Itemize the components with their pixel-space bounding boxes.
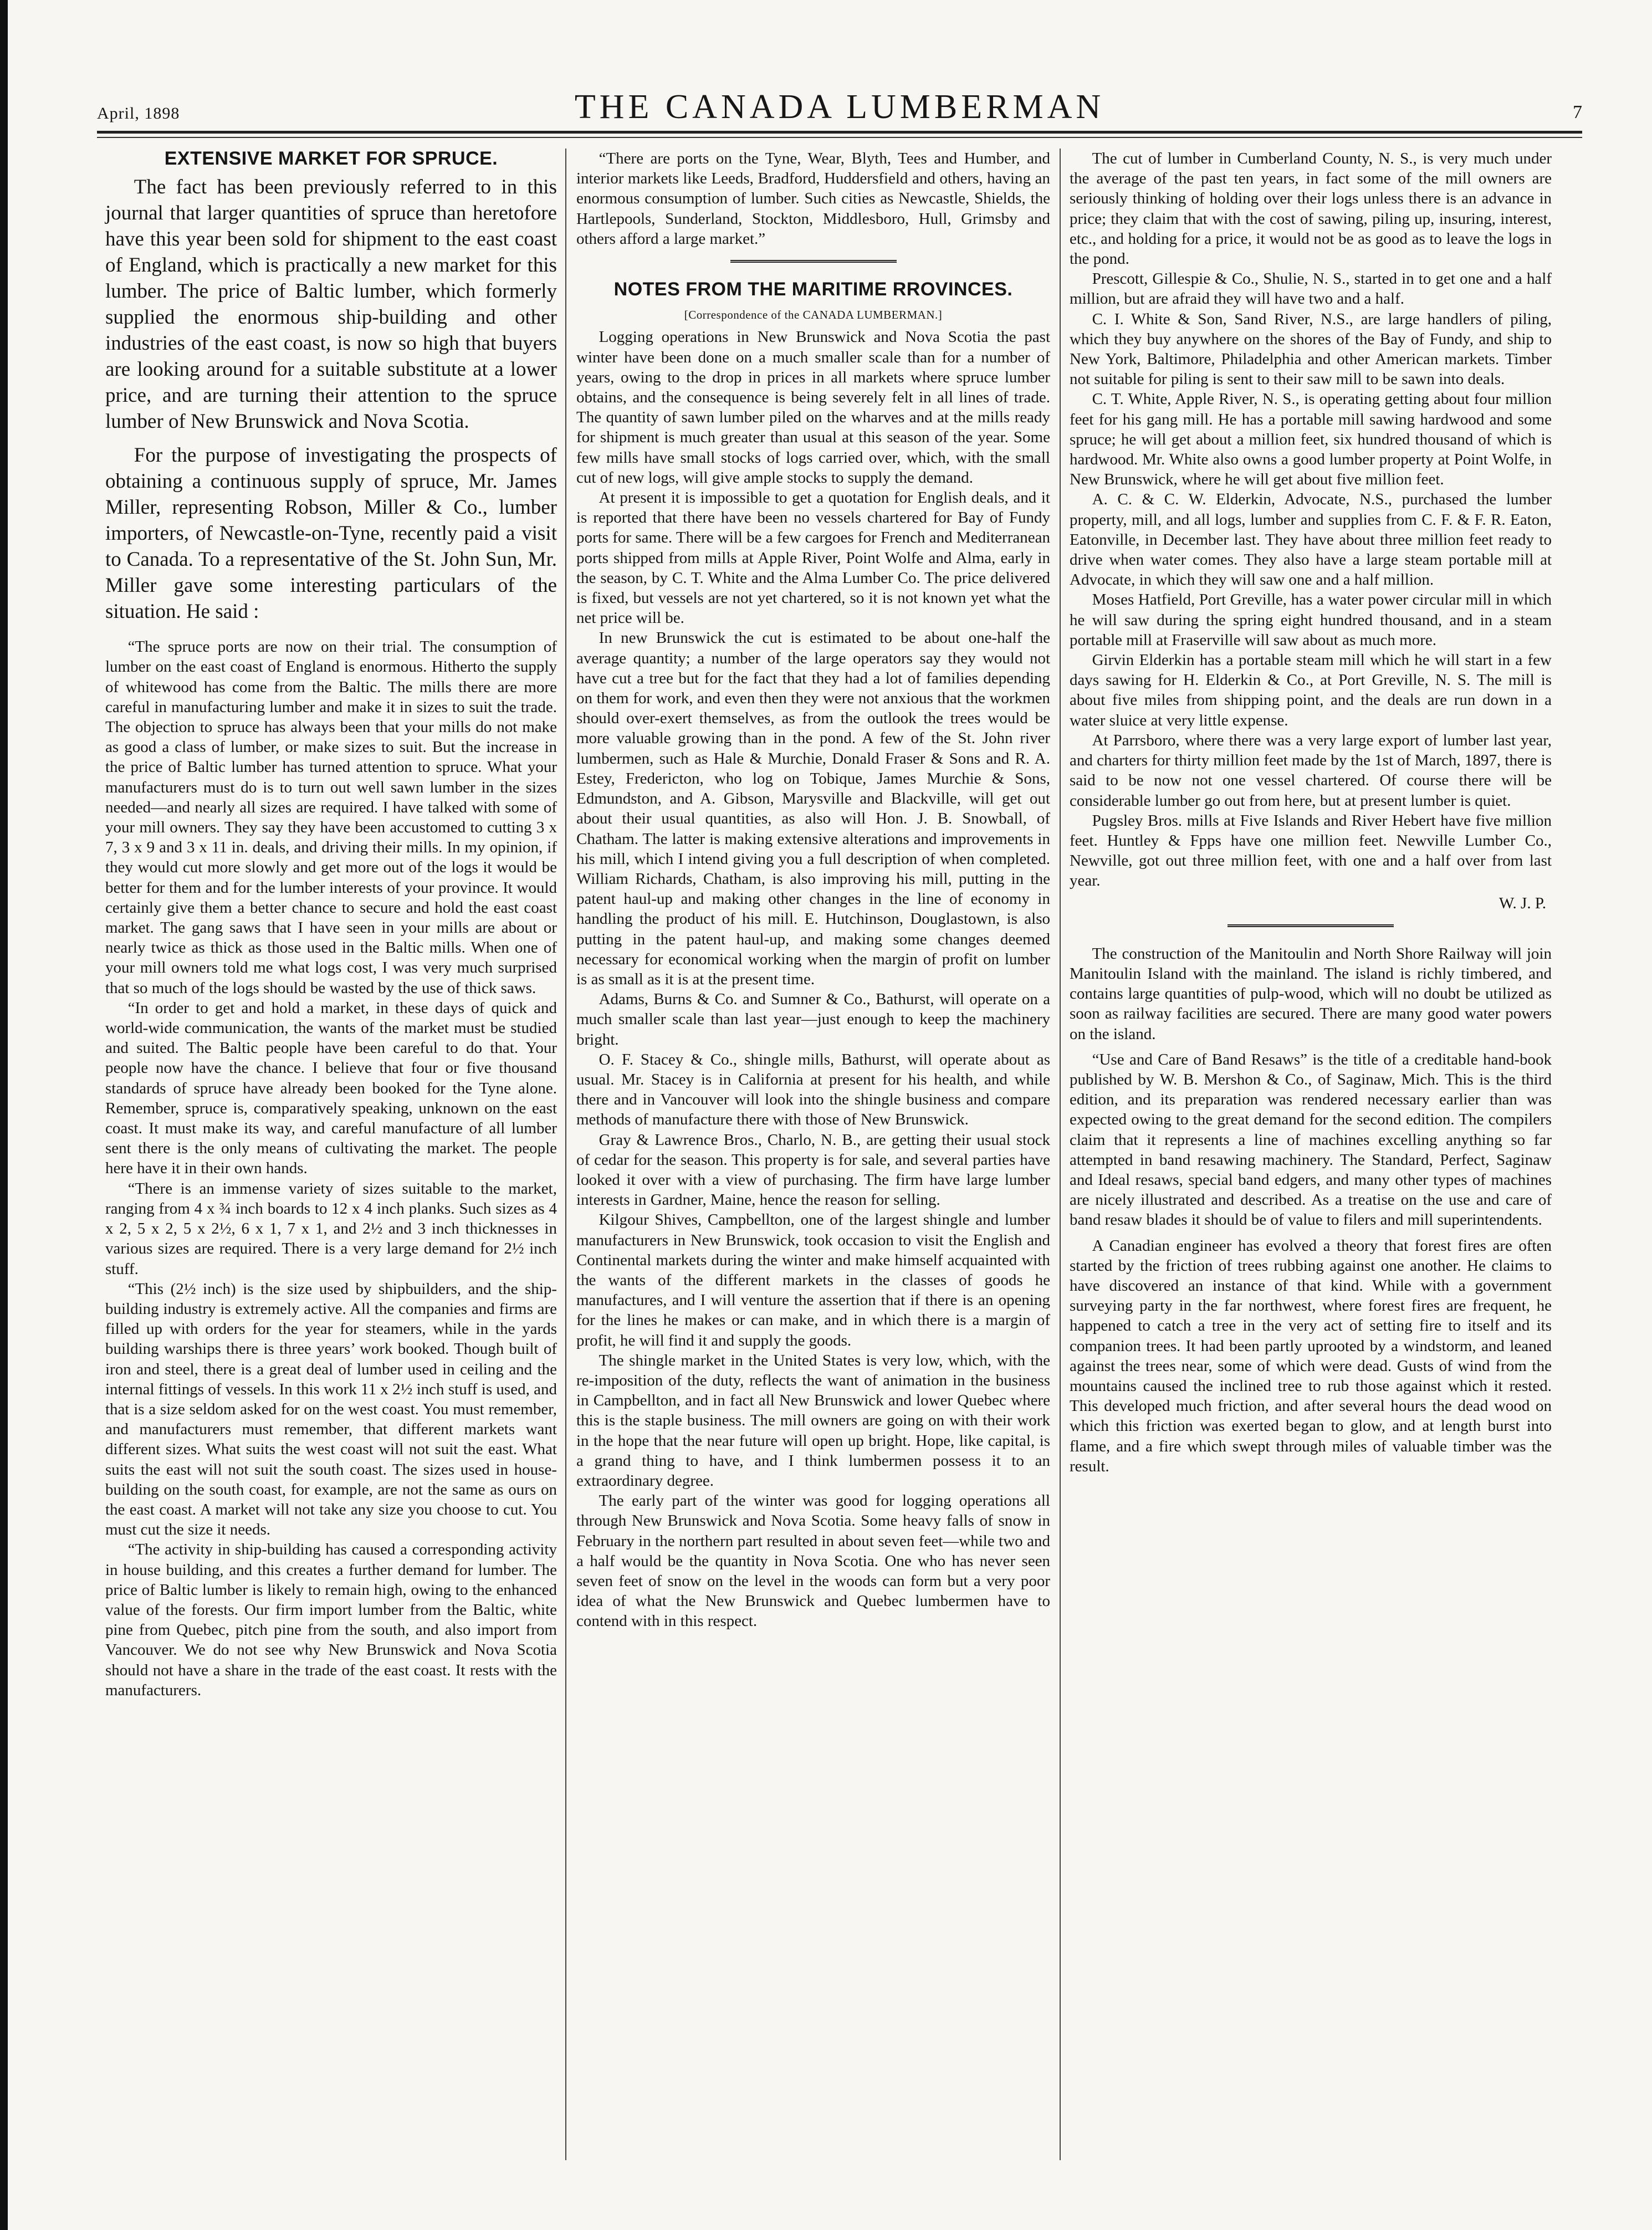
paragraph: “In order to get and hold a market, in these days of quick and world-wide communication, the wants of the market must be studied and suited. The Baltic people have been careful to do that. Your people now have the chance. I believe that four or five thousand standards of spruce have already been booked for the Tyne alone. Remember, spruce is, comparatively speaking, unknown on the east coast. It must make its way, and careful manufacture of all lumber sent there is the only means of cultivating the market. The people here have it in their own hands. [105, 999, 557, 1178]
paragraph: The early part of the winter was good for logging operations all through New Brunswick and Nova Scotia. Some heavy falls of snow in February in the northern part resulted in about seven feet—while two and a half would be the quantity in Nova Scotia. One who has never seen seven feet of snow on the level in the woods can form but a very poor idea of what the New Brunswick and Quebec lumbermen have to contend with in this respect. [576, 1492, 1050, 1630]
paragraph: O. F. Stacey & Co., shingle mills, Bathurst, will operate about as usual. Mr. Stacey is in California at present for his health, and while there and in Vancouver will look into the shingle business and compare methods of manufacture there with those of New Brunswick. [576, 1050, 1050, 1129]
paragraph: C. I. White & Son, Sand River, N.S., are large handlers of piling, which they buy anywhere on the shores of the Bay of Fundy, and ship to New York, Baltimore, Philadelphia and other American markets. Timber not suitable for piling is sent to their saw mill to be sawn into deals. [1070, 310, 1552, 388]
scan-edge [0, 0, 8, 2230]
intro-paragraph: For the purpose of investigating the prospects of obtaining a continuous supply of spruce, Mr. James Miller, representing Robson, Miller & Co., lumber importers, of Newcastle-on-Tyne, recently paid a visit to Canada. To a representative of the St. John Sun, Mr. Miller gave some interesting particulars of the situation. He said : [105, 444, 557, 623]
paragraph: “This (2½ inch) is the size used by shipbuilders, and the ship-building industry is extremely active. All the companies and firms are filled up with orders for the year for steamers, while in the yards building warships there is three years’ work booked. Though built of iron and steel, there is a great deal of lumber used in ceiling and the internal fittings of vessels. In this work 11 x 2½ inch stuff is used, and that is a size seldom asked for on the west coast. You must remember, and manufacturers must remember, that different markets want different sizes. What suits the west coast will not suit the east. What suits the east will not suit the south coast. The sizes used in house-building on the south coast, for example, are not the same as ours on the east coast. A market will not take any size you choose to cut. You must cut the size it needs. [105, 1280, 557, 1539]
paragraph: “Use and Care of Band Resaws” is the title of a creditable hand-book published by W. B. Mershon & Co., of Saginaw, Mich. This is the third edition, and its preparation was rendered necessary earlier than was expected owing to the great demand for the second edition. The compilers claim that it represents a line of machines excelling anything so far attempted in band resawing machinery. The Standard, Perfect, Saginaw and Ideal resaws, special band edgers, and many other types of machines are nicely illustrated and described. As a treatise on the use and care of band resaw blades it should be of value to filers and mill superintendents. [1070, 1050, 1552, 1229]
article-body-continued [1070, 149, 1552, 913]
paragraph: A. C. & C. W. Elderkin, Advocate, N.S., purchased the lumber property, mill, and all logs, lumber and supplies from C. F. & F. R. Eaton, Eatonville, in December last. They have about three million feet ready to drive when water comes. They also have a large steam portable mill at Advocate, in which they will saw one and a half million. [1070, 490, 1552, 589]
paragraph: The shingle market in the United States is very low, which, with the re-imposition of the duty, reflects the want of animation in the business in Campbellton, and in fact all New Brunswick and lower Quebec where this is the staple business. The mill owners are going on with their work in the hope that the near future will open up bright. Hope, like capital, is a grand thing to have, and I think lumbermen possess it to an extraordinary degree. [576, 1351, 1050, 1490]
signature: W. J. P. [1498, 894, 1546, 912]
paragraph: Pugsley Bros. mills at Five Islands and River Hebert have five million feet. Huntley & Fpps have one million feet. Newville Lumber Co., Newville, got out three million feet, with one and a half over from last year. [1070, 811, 1552, 890]
article-body-continued [576, 149, 1050, 249]
article-body [576, 327, 1050, 1631]
newspaper-title: THE CANADA LUMBERMAN [574, 88, 1105, 126]
paragraph: Logging operations in New Brunswick and Nova Scotia the past winter have been done on a much smaller scale than for a number of years, owing to the drop in prices in all markets where spruce lumber obtains, and the consequence is being severely felt in all lines of trade. The quantity of sawn lumber piled on the wharves and at the mills ready for shipment is much greater than usual at this season of the year. Some few mills have small stocks of logs carried over, which, with the small cut of new logs, will give ample stocks to supply the demand. [576, 328, 1050, 487]
section-divider [730, 260, 897, 263]
paragraph: Moses Hatfield, Port Greville, has a water power circular mill in which he will saw during the spring eight hundred thousand, and in a steam portable mill at Fraserville will saw about as much more. [1070, 591, 1552, 649]
paragraph: Gray & Lawrence Bros., Charlo, N. B., are getting their usual stock of cedar for the season. This property is for sale, and several parties have looked it over with a view of purchasing. The firm have large lumber interests in Gardner, Maine, hence the reason for selling. [576, 1131, 1050, 1209]
paragraph: “The spruce ports are now on their trial. The consumption of lumber on the east coast of England is enormous. Hitherto the supply of whitewood has come from the Baltic. The mills there are more careful in manufacturing lumber and make it in sizes to suit the trade. The objection to spruce has always been that your mills do not make as good a class of lumber, or make sizes to suit. But the increase in the price of Baltic lumber has turned attention to spruce. What your manufacturers must do is to turn out well sawn lumber in the sizes needed—and nearly all sizes are required. I have talked with some of your mill owners. They say they have been accustomed to cutting 3 x 7, 3 x 9 and 3 x 11 in. deals, and driving their mills. In my opinion, if they would cut more slowly and get more out of the logs it would be better for them and for the lumber interests of your province. It would certainly give them a better chance to secure and hold the east coast market. The gang saws that I have seen in your mills are about or nearly twice as thick as those used in the Baltic mills. When one of your mill owners told me what logs cost, I was very much surprised that so much of the logs should be wasted by the use of thick saws. [105, 638, 557, 997]
article-intro [105, 174, 557, 625]
masthead-rule [97, 131, 1582, 134]
correspondence-line: [Correspondence of the CANADA LUMBERMAN.] [684, 308, 943, 322]
intro-paragraph: The fact has been previously referred to in this journal that larger quantities of spruce than heretofore have this year been sold for shipment to the east coast of England, which is practically a new market for this lumber. The price of Baltic lumber, which formerly supplied the enormous ship-building and other industries of the east coast, is now so high that buyers are looking around for a suitable substitute at a lower price, and are turning their attention to the spruce lumber of New Brunswick and Nova Scotia. [105, 176, 557, 433]
paragraph: Adams, Burns & Co. and Sumner & Co., Bathurst, will operate on a much smaller scale than last year—just enough to keep the machinery bright. [576, 990, 1050, 1048]
paragraph: The construction of the Manitoulin and North Shore Railway will join Manitoulin Island with the mainland. The island is richly timbered, and contains large quantities of pulp-wood, which will no doubt be utilized as soon as railway facilities are secured. There are many good water powers on the island. [1070, 944, 1552, 1043]
paragraph: Kilgour Shives, Campbellton, one of the largest shingle and lumber manufacturers in New Brunswick, took occasion to visit the English and Continental markets during the winter and make himself acquainted with the wants of the different markets in the classes of goods he manufactures, and I will venture the assertion that if there is an opening for the lines he makes or can make, and in which there is a margin of profit, he will find it and supply the goods. [576, 1211, 1050, 1349]
page-number: 7 [1573, 102, 1582, 122]
news-notes [1070, 944, 1552, 1476]
paragraph: The cut of lumber in Cumberland County, N. S., is very much under the average of the past ten years, in fact some of the mill owners are seriously thinking of holding over their logs unless there is an advance in price; they claim that with the cost of sawing, piling up, insuring, interest, etc., and holding for a price, it would not be as good as to leave the logs in the pond. [1070, 150, 1552, 268]
masthead-rule-thin [97, 137, 1582, 138]
column-rule-1 [565, 149, 566, 2160]
paragraph: “There are ports on the Tyne, Wear, Blyth, Tees and Humber, and interior markets like Leeds, Bradford, Huddersfield and others, having an enormous consumption of lumber. Such cities as Newcastle, Shields, the Hartlepools, Sunderland, Stockton, Middlesboro, Hull, Grimsby and others afford a large market.” [576, 150, 1050, 248]
issue-date: April, 1898 [97, 104, 180, 122]
paragraph: C. T. White, Apple River, N. S., is operating getting about four million feet for his gang mill. He has a portable mill sawing hardwood and some spruce; he will get about a million feet, six hundred thousand of which is hardwood. Mr. White also owns a good lumber property at Point Wolfe, in New Brunswick, where he will get about five million feet. [1070, 390, 1552, 489]
paragraph: Prescott, Gillespie & Co., Shulie, N. S., started in to get one and a half million, but are afraid they will have two and a half. [1070, 270, 1552, 308]
paragraph: Girvin Elderkin has a portable steam mill which he will start in a few days sawing for H. Elderkin & Co., at Port Greville, N. S. The mill is about five miles from shipping point, and the deals are run down in a water sluice at very little expense. [1070, 651, 1552, 729]
column-3 [1070, 149, 1552, 1476]
article-heading-maritime: NOTES FROM THE MARITIME RROVINCES. [613, 279, 1013, 300]
paragraph: At present it is impossible to get a quotation for English deals, and it is reported that there have been no vessels chartered for Bay of Fundy ports for same. There will be a few cargoes for French and Mediterranean ports shipped from mills at Apple River, Point Wolfe and Alma, early in the season, by C. T. White and the Alma Lumber Co. The price delivered is fixed, but vessels are not yet chartered, so it is not known yet what the net price will be. [576, 489, 1050, 627]
article-body [105, 637, 557, 1700]
paragraph: “The activity in ship-building has caused a corresponding activity in house building, and this creates a further demand for lumber. The price of Baltic lumber is likely to remain high, owing to the enhanced value of the forests. Our firm import lumber from the Baltic, white pine from Quebec, pitch pine from the south, and also import from Vancouver. We do not see why New Brunswick and Nova Scotia should not have a share in the trade of the east coast. It rests with the manufacturers. [105, 1541, 557, 1699]
paragraph: At Parrsboro, where there was a very large export of lumber last year, and charters for thirty million feet made by the 1st of March, 1897, there is said to be now not one vessel chartered. Of course there will be considerable lumber go out from here, but at present lumber is quiet. [1070, 731, 1552, 810]
column-1 [105, 149, 557, 1700]
paragraph: In new Brunswick the cut is estimated to be about one-half the average quantity; a number of the large operators say they would not have cut a tree but for the fact that they had a lot of families depending on them for work, and even then they were not anxious that the workmen should over-exert themselves, as from the outlook the trees would be more valuable growing than in the pond. A few of the St. John river lumbermen, such as Hale & Murchie, Donald Fraser & Sons and R. A. Estey, Fredericton, who log on Tobique, James Murchie & Sons, Edmundston, and A. Gibson, Marysville and Blackville, will get out about their usual quantities, as also will Hon. J. B. Snowball, of Chatham. The latter is making extensive alterations and improvements in his mill, which I intend giving you a full description of when completed. William Richards, Chatham, is also improving his mill, putting in the patent haul-up and making other changes in the line of economy in handling the product of his mill. E. Hutchinson, Douglastown, is also putting in the patent haul-up, and making some changes deemed necessary for economical working when the margin of profit on lumber is as small as it is at the present time. [576, 629, 1050, 988]
paragraph: A Canadian engineer has evolved a theory that forest fires are often started by the friction of trees rubbing against one another. He claims to have discovered an instance of that kind. While with a government surveying party in the far northwest, where forest fires are frequent, he happened to catch a tree in the very act of setting fire to itself and its companion trees. It had been partly uprooted by a windstorm, and leaned against the trees near, some of which were dead. Gusts of wind from the mountains caused the inclined tree to rub those against which it rested. This developed much friction, and after several hours the dead wood on which this friction was exerted began to glow, and at length burst into flame, and a fire which swept through miles of valuable timber was the result. [1070, 1236, 1552, 1475]
article-heading-spruce: EXTENSIVE MARKET FOR SPRUCE. [164, 148, 498, 169]
column-2 [576, 149, 1050, 1631]
column-rule-2 [1060, 149, 1061, 2160]
paragraph: “There is an immense variety of sizes suitable to the market, ranging from 4 x ¾ inch boards to 12 x 4 inch planks. Such sizes as 4 x 2, 5 x 2, 5 x 2½, 6 x 1, 7 x 1, and 2½ and 3 inch thicknesses in various sizes are required. There is a very large demand for 2½ inch stuff. [105, 1179, 557, 1278]
masthead [97, 88, 1582, 126]
section-divider [1228, 924, 1394, 927]
